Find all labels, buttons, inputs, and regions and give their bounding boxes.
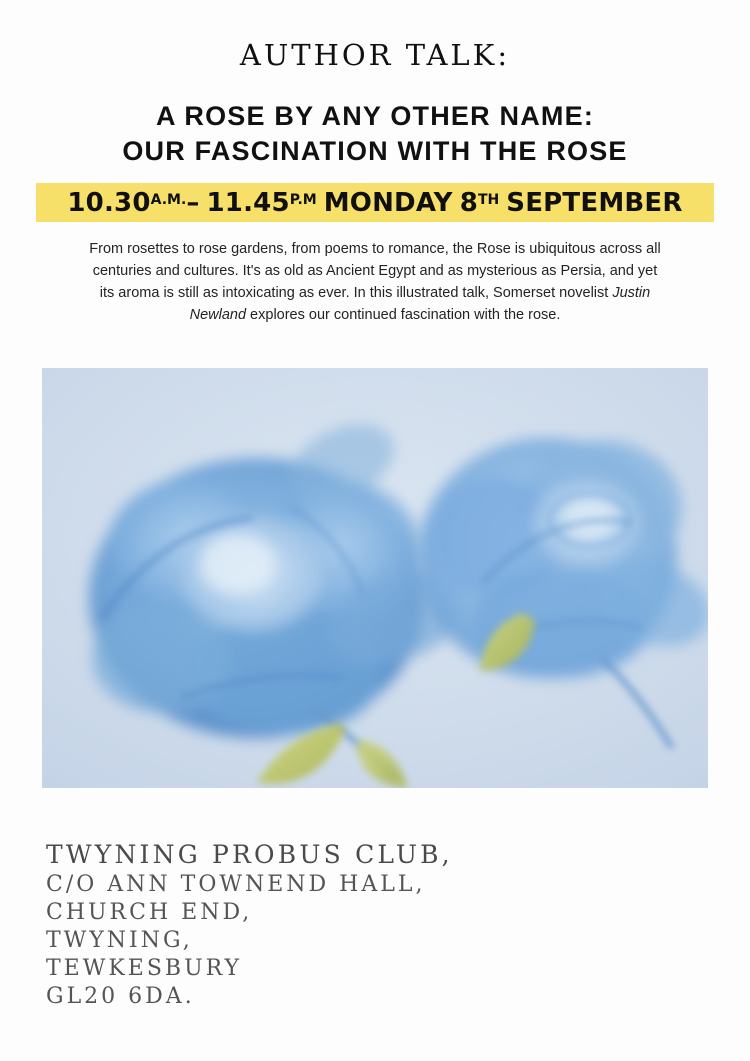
- end-time: 11.45: [206, 187, 290, 218]
- subtitle-line-1: A ROSE BY ANY OTHER NAME:: [155, 100, 595, 131]
- author-name: Justin Newland: [189, 285, 651, 324]
- rose-artwork: [42, 368, 708, 788]
- page-title: AUTHOR TALK:: [239, 38, 511, 72]
- event-time-text: [67, 188, 682, 218]
- event-date-number: 8: [459, 187, 478, 218]
- venue-address: [46, 840, 453, 1011]
- start-time: 10.30: [67, 187, 151, 218]
- end-time-suffix: P.M: [289, 191, 317, 208]
- venue-address-line-2: CHURCH END,: [46, 899, 253, 925]
- venue-address-line-1: C/O ANN TOWNEND HALL,: [46, 871, 426, 897]
- subtitle-line-2: OUR FASCINATION WITH THE ROSE: [122, 136, 628, 167]
- event-date-ordinal: TH: [478, 191, 500, 208]
- title-block: [0, 0, 750, 170]
- venue-address-line-3: TWYNING,: [46, 927, 193, 953]
- event-time-banner: [36, 183, 714, 222]
- venue-postcode: GL20 6DA.: [46, 984, 195, 1010]
- rose-illustration: [42, 368, 708, 788]
- description-part-1: From rosettes to rose gardens, from poems to romance, the Rose is ubiquitous across all centuries and cultures. It's as old as Ancient Egypt and as mysterious as Persia, and yet its aroma is still as intoxicating as ever. In this illustrated talk, Somerset novelist: [89, 241, 661, 302]
- event-month: SEPTEMBER: [506, 187, 683, 218]
- time-dash: –: [186, 187, 200, 218]
- page-subtitle: [0, 99, 750, 170]
- description-part-2: explores our continued fascination with the rose.: [246, 307, 561, 324]
- event-day: MONDAY: [323, 187, 453, 218]
- start-time-suffix: A.M.: [150, 191, 187, 208]
- event-description: [88, 238, 662, 326]
- venue-club-name: TWYNING PROBUS CLUB,: [46, 840, 453, 869]
- venue-address-line-4: TEWKESBURY: [46, 955, 243, 981]
